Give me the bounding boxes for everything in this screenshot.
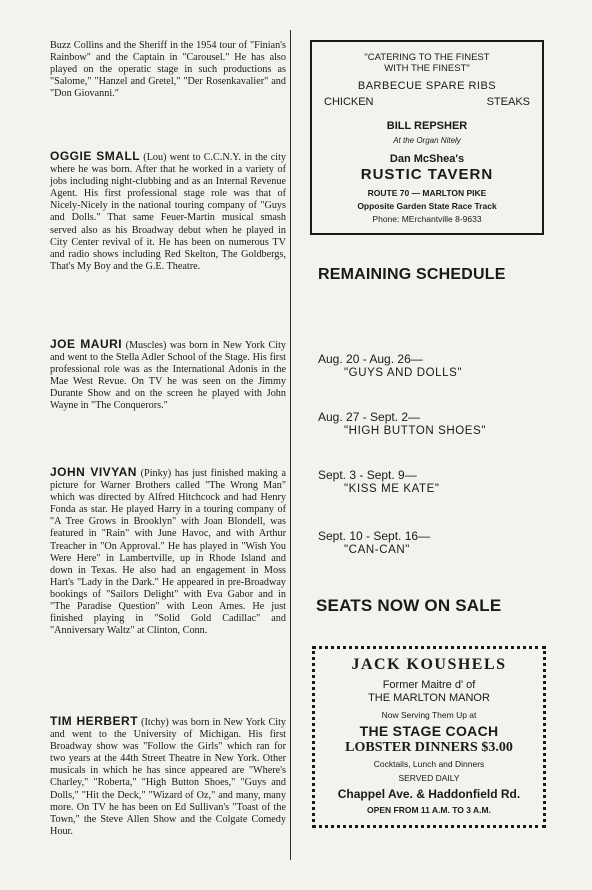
bio-nickname: (Muscles) [125,340,167,351]
bio-text: went to C.C.N.Y. in the city where he was born. After that he worked in a variety of jobs including night-clubbing and as an Internal Revenue Agent. His first professional stage role was that of Nicely-Nicely in the national touring company of "Guys and Dolls." That same Feuer-Martin musical smash served also as his Broadway debut when he played in City Center revival of it. He has been on numerous TV and radio shows including Red Skelton, The Goldbergs, That's My Boy and the G.E. Theatre. [50,152,287,272]
bio-name: TIM HERBERT [50,714,139,728]
bio-name: JOHN VIVYAN [50,465,137,479]
ad-host-name: JACK KOUSHELS [351,656,507,673]
ad-venue-name: THE STAGE COACH [359,723,499,739]
bio-nickname: (Itchy) [141,717,169,728]
bio-text: Buzz Collins and the Sheriff in the 1954 tour of "Finian's Rainbow" and the Captain in "Carousel." He has also played on the operatic stage in such productions as "Salome," "Hanzel and Gretel," "Der Rosenkavalier" and "Don Giovanni." [50,40,286,100]
ad-serving: Now Serving Them Up at [381,710,477,720]
ad-served-daily: SERVED DAILY [398,773,460,783]
schedule-item [318,352,462,379]
ad-hours: OPEN FROM 11 A.M. TO 3 A.M. [367,805,491,815]
ad-venue-name: RUSTIC TAVERN [360,166,494,183]
schedule-item [318,529,430,556]
seats-on-sale-heading: SEATS NOW ON SALE [316,596,502,615]
bio-continued [50,40,286,100]
schedule-item [318,468,440,495]
ad-slogan-line1: "CATERING TO THE FINEST [364,52,490,63]
bio-john-vivyan [50,466,286,637]
schedule-show-title: "HIGH BUTTON SHOES" [344,425,487,437]
bio-tim-herbert [50,715,286,838]
bio-text: was born in New York City and went to the Stella Adler School of the Stage. His first professional role was as the International Adonis in the Mae West Revue. On TV he was seen on the Jimmy Durante Show and on the screen he played with John Wayne in "The Conquerors." [50,340,286,412]
schedule-show-title: "GUYS AND DOLLS" [344,367,463,379]
schedule-dates: Aug. 27 - Sept. 2— [318,410,421,424]
ad-address: Chappel Ave. & Haddonfield Rd. [337,787,521,801]
rustic-tavern-ad [310,40,544,235]
schedule-title: REMAINING SCHEDULE [318,266,506,283]
bio-nickname: (Pinky) [140,468,172,479]
bio-joe-mauri [50,338,286,413]
stage-coach-ad [312,646,546,828]
schedule-dates: Aug. 20 - Aug. 26— [318,352,423,366]
bio-name: OGGIE SMALL [50,149,141,163]
schedule-show-title: "CAN-CAN" [344,544,410,556]
ad-location: Opposite Garden State Race Track [357,201,497,211]
schedule-show-title: "KISS ME KATE" [344,483,440,495]
ad-ribs: BARBECUE SPARE RIBS [357,80,497,92]
ad-phone: Phone: MErchantville 8-9633 [372,214,482,224]
ad-chicken: CHICKEN [324,96,374,108]
ad-special: LOBSTER DINNERS $3.00 [345,740,513,755]
bio-text: has just finished making a picture for Warner Brothers called "The Wrong Man" which was directed by Alfred Hitchcock and had Henry Fonda as star. He played Harry in a touring company of "A Tree Grows in Brooklyn" with Joan Blondell, was featured in "Rain" with June Havoc, and with Arthur Treacher in "On Approval." He has played in "Wish You Were Here" in Lambertville, up in Rhode Island and down in Texas. He also had an engagement in Moss Hart's "Lady in the Dark." He appeared in pre-Broadway bookings of "Sailors Delight" with Eva Gabor and in "The Paradise Question" with Leon Ames. He just finished playing in "Solid Gold Cadillac" and "Anniversary Waltz" at Clinton, Conn. [50,468,286,637]
bio-nickname: (Lou) [143,152,167,163]
bio-text: was born in New York City and went to the University of Michigan. His first Broadway show was "Follow the Girls" which ran for two years at the 44th Street Theatre in New York. Other musicals in which he has since appeared are "Where's Charley," "Roberta," "High Button Shoes," "Guys and Dolls," "Hit the Deck," "Wizard of Oz," and many, many more. On TV he has been on Ed Sullivan's "Toast of the Town," the Steve Allen Show and the Colgate Comedy Hour. [50,717,287,837]
ad-owner: Dan McShea's [389,153,465,165]
bio-oggie-small [50,150,286,273]
column-divider [290,30,291,860]
ad-steaks: STEAKS [486,96,530,108]
schedule-dates: Sept. 3 - Sept. 9— [318,468,417,482]
ad-menu-row [312,96,542,108]
schedule-dates: Sept. 10 - Sept. 16— [318,529,431,543]
ad-performer: BILL REPSHER [386,120,468,132]
ad-route: ROUTE 70 — MARLTON PIKE [367,188,487,198]
ad-manor: THE MARLTON MANOR [368,692,490,704]
ad-organ-note: At the Organ Nitely [393,136,461,145]
ad-slogan-line2: WITH THE FINEST" [384,63,470,74]
schedule-item [318,410,486,437]
ad-meals: Cocktails, Lunch and Dinners [373,759,485,769]
ad-former: Former Maitre d' of [382,679,476,691]
bio-name: JOE MAURI [50,337,123,351]
